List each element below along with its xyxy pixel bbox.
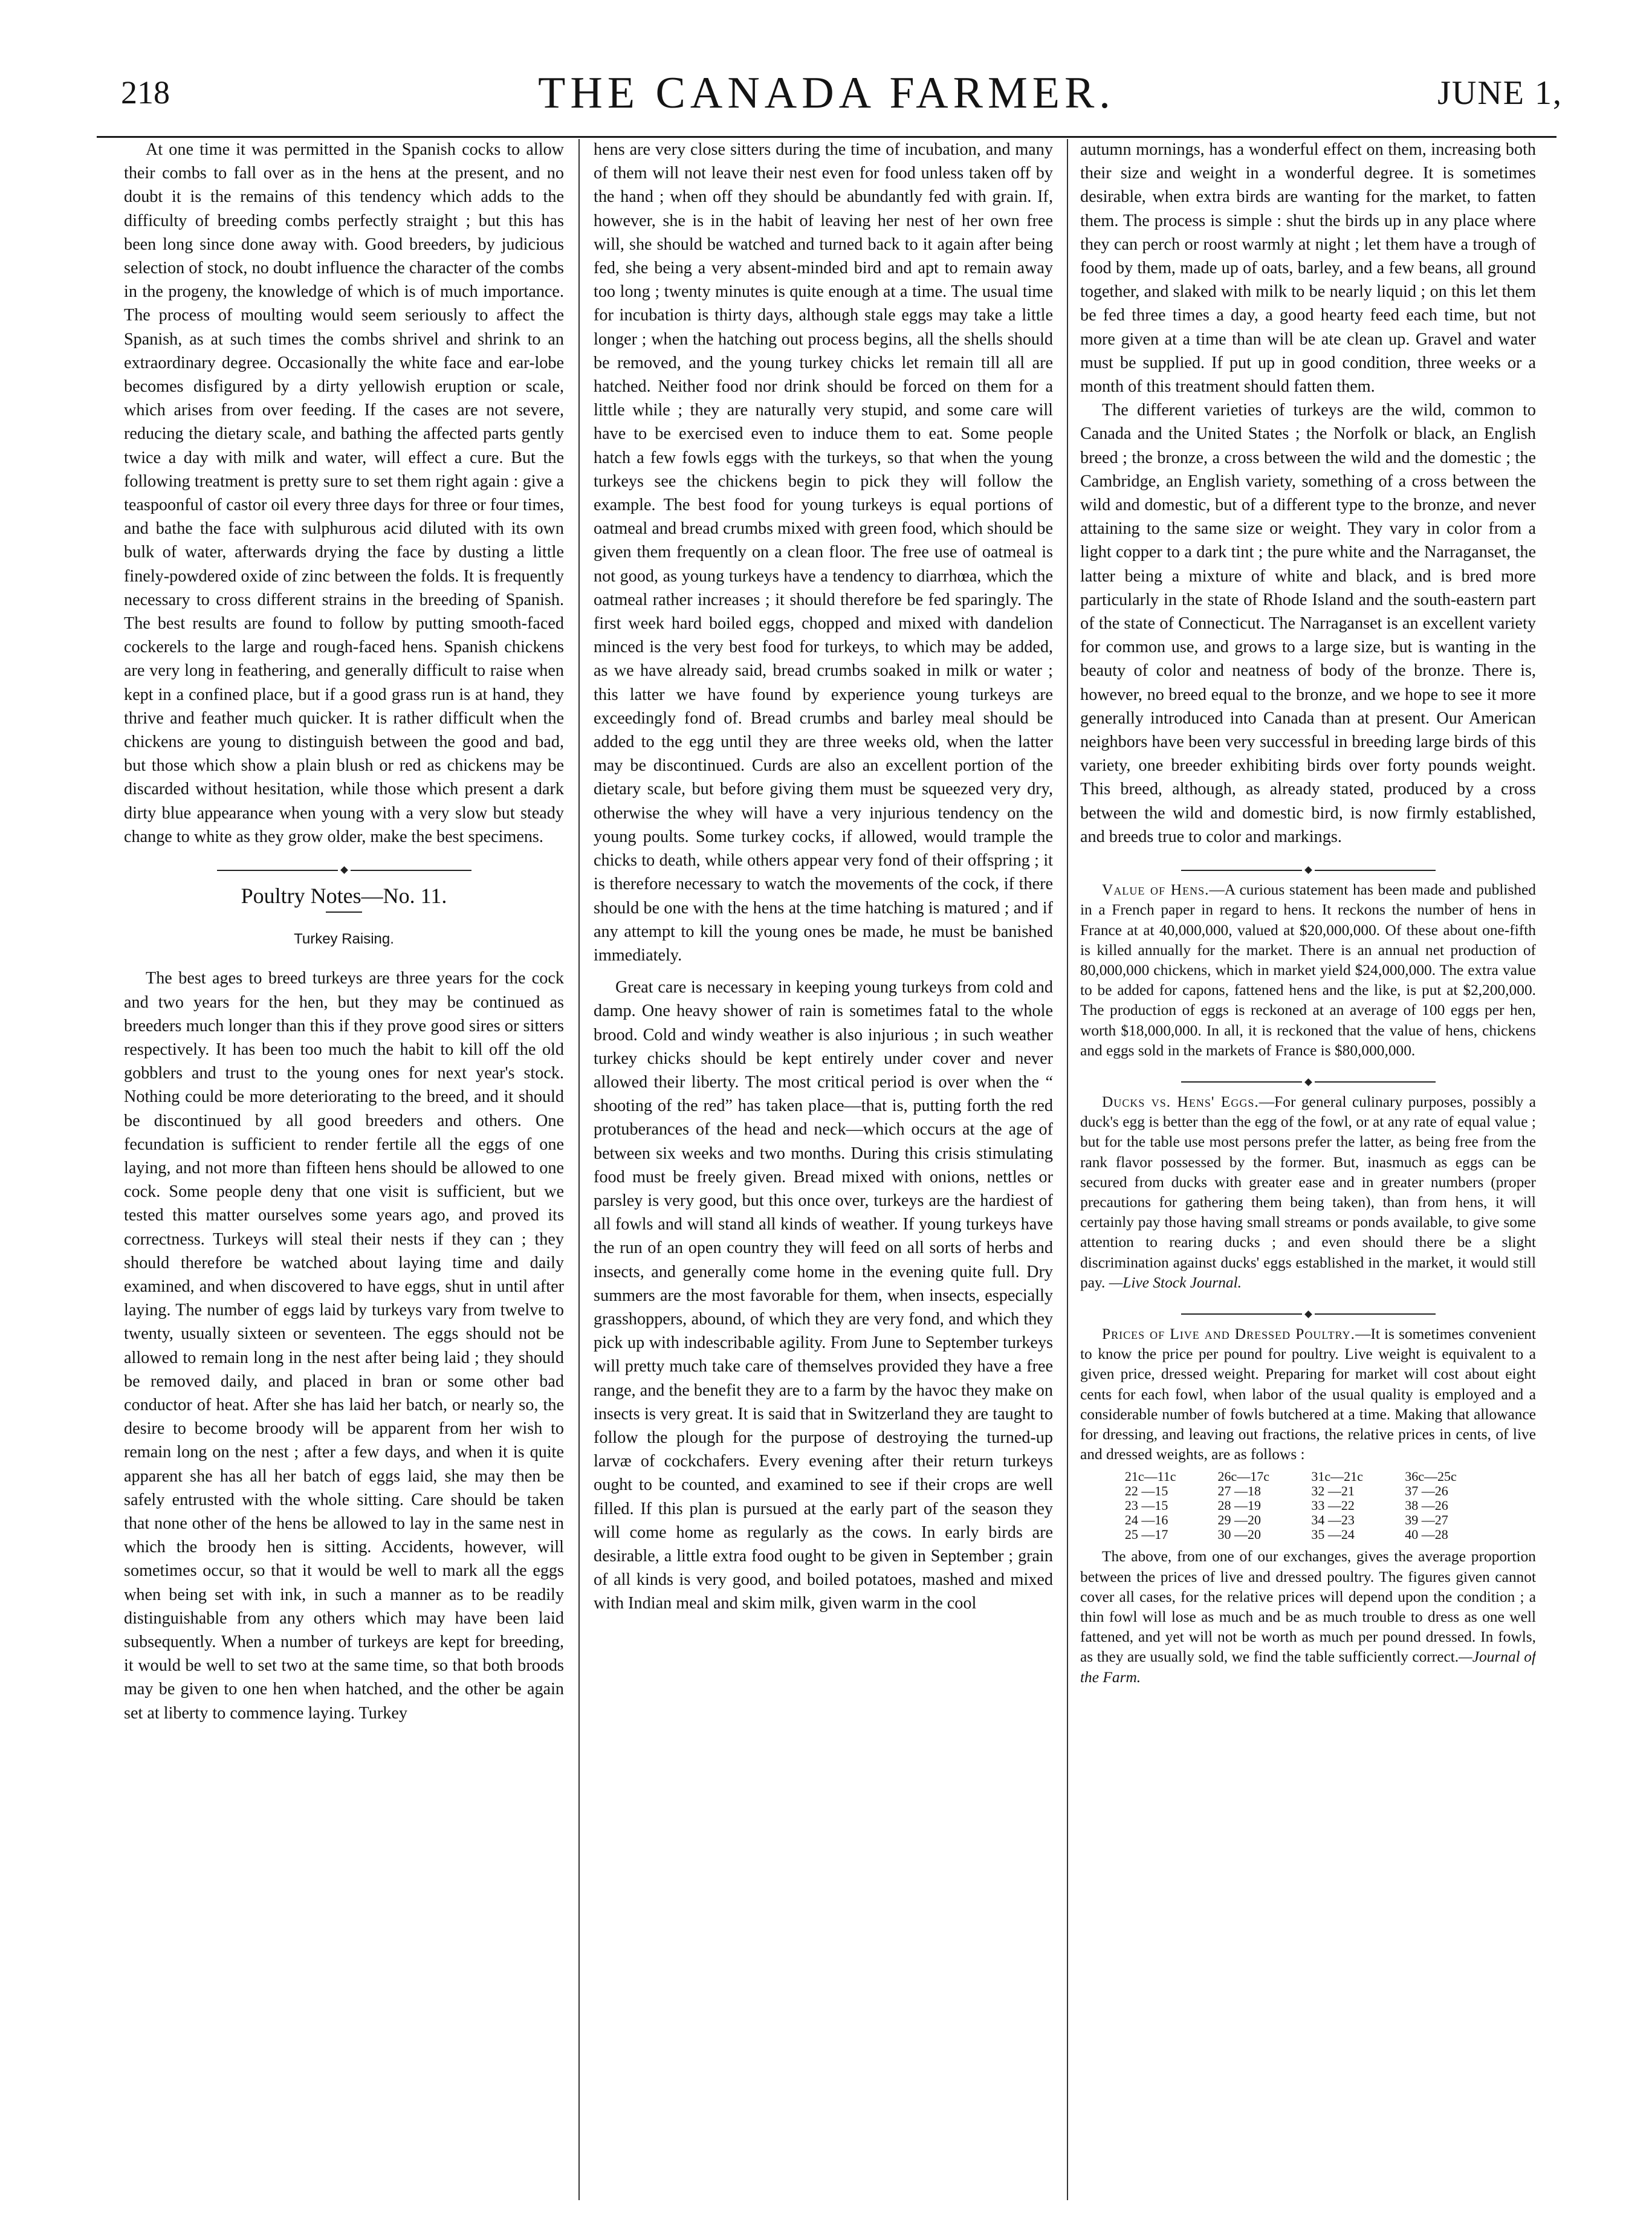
column-3 [1080,138,1536,1688]
column-2 [594,138,1053,1616]
table-cell: 35 —24 [1311,1527,1355,1543]
table-cell: 38 —26 [1405,1498,1448,1514]
table-cell: 26c—17c [1217,1469,1269,1484]
news-item-poultry-prices [1080,1324,1536,1465]
table-row [1121,1484,1495,1498]
item-text: The above, from one of our exchanges, gives the average proportion between the prices of live and dressed poultry. The figures given cannot cover all cases, for the relative prices will depend upon the condition ; a thin fowl will lose as much and be as much trouble to dress as one well fattened, and yet will not be worth as much per pound dressed. In fowls, as they are usually sold, we find the table sufficiently correct. [1080,1548,1536,1666]
table-cell: 21c—11c [1124,1469,1176,1484]
table-cell: 30 —20 [1217,1527,1261,1543]
page-header [91,60,1563,133]
table-row [1121,1498,1495,1513]
section-separator [1080,1301,1536,1312]
page-number: 218 [121,74,170,111]
table-cell: 36c—25c [1405,1469,1457,1484]
price-table [1121,1469,1495,1542]
issue-date: JUNE 1, [1437,74,1563,112]
article-paragraph: Great care is necessary in keeping young turkeys from cold and damp. One heavy shower of rain is sometimes fatal to the whole brood. Cold and windy weather is also injurious ; in such weather turkey chicks should be kept entirely under cover and never allowed their liberty. The most critical period is over when the “ shooting of the red” has taken place—that is, putting forth the red protuberances of the head and neck—which occurs at the age of between six weeks and two months. During this crisis stimulating food must be freely given. Bread mixed with onions, nettles or parsley is very good, but this once over, turkeys are the hardiest of all fowls and will stand all kinds of weather. If young turkeys have the run of an open country they will feed on all sorts of herbs and insects, and generally come home in the evening quite full. Dry summers are the most favorable for them, when insects, especially grasshoppers, abound, of which they are very fond, and which they pick up with indescribable agility. From June to September turkeys will pretty much take care of themselves provided they have a free range, and the benefit they are to a farm by the havoc they make on insects is very great. It is said that in Switzerland they are taught to follow the plough for the purpose of destroying the turned-up larvæ of cockchafers. Every evening after their return turkeys ought to be counted, and examined to see if their crops are well filled. If this plan is pursued at the early part of the season they will come home as regularly as the cows. In early birds are desirable, a little extra food ought to be given in September ; grain of all kinds is very good, and boiled potatoes, mashed and mixed with Indian meal and skim milk, given warm in the cool [594,978,1053,1613]
table-row [1121,1513,1495,1527]
table-cell: 22 —15 [1124,1483,1168,1499]
item-text: —A curious statement has been made and published in a French paper in regard to hens. It reckons the number of hens in France at at 40,000,000, valued at $20,000,000. Of these about one-fifth is killed annually for the market. There is an annual net production of 80,000,000 chickens, which in market yield $24,000,000. The extra value to be added for capons, fattened hens and the like, is put at $2,200,000. The production of eggs is reckoned at an average of 100 eggs per hen, worth $18,000,000. In all, it is reckoned that the value of hens, chickens and eggs sold in the markets of France is $80,000,000. [1080,881,1536,1059]
section-separator [1080,857,1536,868]
table-cell: 25 —17 [1124,1527,1168,1543]
item-title: Value of Hens. [1102,881,1210,899]
item-source: —Journal of the Farm. [1080,1648,1536,1686]
masthead-title: THE CANADA FARMER. [538,68,1115,118]
news-item-value-of-hens [1080,880,1536,1061]
section-separator [1080,1069,1536,1080]
news-item-ducks-eggs [1080,1092,1536,1293]
table-cell: 32 —21 [1311,1483,1355,1499]
item-title: Ducks vs. Hens' Eggs. [1102,1093,1259,1110]
table-cell: 33 —22 [1311,1498,1355,1514]
table-cell: 29 —20 [1217,1512,1261,1528]
table-cell: 23 —15 [1124,1498,1168,1514]
article-subheading: Turkey Raising. [294,931,394,948]
table-row [1121,1527,1495,1542]
article-paragraph: The best ages to breed turkeys are three years for the cock and two years for the hen, but they may be continued as breeders much longer than this if they prove good sires or sitters respectively. It has been too much the habit to kill off the old gobblers and trust to the young ones for next year's stock. Nothing could be more deteriorating to the breed, and it should be discontinued by all good breeders and others. One fecundation is sufficient to render fertile all the eggs of one laying, and not more than fifteen hens should be allowed to one cock. Some people deny that one visit is sufficient, but we tested this matter ourselves some years ago, and proved its correctness. Turkeys will steal their nests if they can ; they should therefore be watched about laying time and daily examined, and when discovered to have eggs, shut in until after laying. The number of eggs laid by turkeys vary from twelve to twenty, usually sixteen or seventeen. The eggs should not be allowed to remain long in the nest after being laid ; they should be removed daily, and placed in bran or some other bad conductor of heat. After she has laid her batch, or nearly so, the desire to become broody will be apparent from her wish to remain long on the nest ; after a few days, and when it is quite apparent she has all her batch of eggs laid, she may then be safely entrusted with the whole sitting. Care should be taken that none other of the hens be allowed to lay in the same nest in which the broody hen is sitting. Accidents, however, will sometimes occur, so that it would be well to mark all the eggs when being set with ink, in such a manner as to be readily distinguishable from any others which may have been laid subsequently. When a number of turkeys are kept for breeding, it would be well to set two at the same time, so that both broods may be given to one hen when hatched, and the other be again set at liberty to commence laying. Turkey [124,969,564,1723]
item-source: —Live Stock Journal. [1109,1274,1242,1291]
table-cell: 24 —16 [1124,1512,1168,1528]
table-cell: 28 —19 [1217,1498,1261,1514]
article-paragraph: The different varieties of turkeys are the wild, common to Canada and the United States ; the Norfolk or black, an English breed ; the bronze, a cross between the wild and the domestic ; the Cambridge, an English variety, something of a cross between the wild and domestic, but of a different type to the bronze, and never attaining to the same size or weight. They vary in color from a light copper to a dark tint ; the pure white and the Narraganset, the latter being a mixture of white and black, and is bred more particularly in the state of Rhode Island and the south-eastern part of the state of Connecticut. The Narraganset is an excellent variety for common use, and grows to a large size, but is wanting in the beauty of color and neatness of body of the bronze. There is, however, no breed equal to the bronze, and we hope to see it more generally introduced into Canada than at present. Our American neighbors have been very successful in breeding large birds of this variety, one breeder exhibiting birds over forty pounds weight. This breed, although, as already stated, produced by a cross between the wild and domestic bird, is now firmly established, and breeds true to color and markings. [1080,401,1536,846]
table-cell: 39 —27 [1405,1512,1448,1528]
table-cell: 31c—21c [1311,1469,1363,1484]
article-paragraph: autumn mornings, has a wonderful effect on them, increasing both their size and weight in a wonderful degree. It is sometimes desirable, when extra birds are wanting for the market, to fatten them. The process is simple : shut the birds up in any place where they can perch or roost warmly at night ; let them have a trough of food by them, made up of oats, barley, and a few beans, all ground together, and slaked with milk to be nearly liquid ; on this let them be fed three times a day, a good hearty feed each time, but not more given at a time than will be ate clean up. Gravel and water must be supplied. If put up in good condition, three weeks or a month of this treatment should fatten them. [1080,140,1536,397]
column-1 [124,138,564,1725]
table-cell: 40 —28 [1405,1527,1448,1543]
item-text: —For general culinary purposes, possibly a duck's egg is better than the egg of the fowl, or at any rate of equal value ; but for the table use most persons prefer the latter, as being free from the rank flavor possessed by the former. But, inasmuch as eggs can be secured from ducks with greater ease and in greater numbers (proper precautions for gathering them being taken), than from hens, it will certainly pay those having small streams or ponds available, to give some attention to rearing ducks ; and even should there be a slight discrimination against ducks' eggs established in the market, it would still pay. [1080,1093,1536,1291]
item-text: —It is sometimes convenient to know the price per pound for poultry. Live weight is equivalent to a given price, dressed weight. Preparing for market will cost about eight cents for each fowl, when labor of the usual quality is employed and a considerable number of fowls butchered at a time. Making that allowance for dressing, and leaving out fractions, the relative prices in cents, of live and dressed weights, are as follows : [1080,1325,1536,1463]
article-paragraph [1080,1547,1536,1687]
column-divider [578,139,580,2200]
article-paragraph: hens are very close sitters during the time of incubation, and many of them will not leave their nest even for food unless taken off by the hand ; when off they should be abundantly fed with grain. If, however, she is in the habit of leaving her nest of her own free will, she should be watched and turned back to it again after being fed, she being a very absent-minded bird and apt to remain away too long ; twenty minutes is quite enough at a time. The usual time for incubation is thirty days, although stale eggs may take a little longer ; when the hatching out process begins, all the shells should be removed, and the young turkey chicks let remain till all are hatched. Neither food nor drink should be forced on them for a little while ; they are naturally very stupid, and some care will have to be exercised even to induce them to eat. Some people hatch a few fowls eggs with the turkeys, so that when the young turkeys see the chickens begin to pick they will follow the example. The best food for young turkeys is equal portions of oatmeal and bread crumbs mixed with green food, which should be given them frequently on a clean floor. The free use of oatmeal is not good, as young turkeys have a tendency to diarrhœa, which the oatmeal rather increases ; it should therefore be fed sparingly. The first week hard boiled eggs, chopped and mixed with dandelion minced is the very best food for turkeys, to which may be added, as we have already said, bread crumbs soaked in milk or water ; this latter we have found by experience young turkeys are exceedingly fond of. Bread crumbs and barley meal should be added to the egg until they are three weeks old, when the latter may be discontinued. Curds are also an excellent portion of the dietary scale, but before giving them must be squeezed very dry, otherwise the whey will have a very injurious tendency on the young poults. Some turkey cocks, if allowed, would trample the chicks to death, while others appear very fond of their offspring ; it is therefore necessary to watch the movements of the cock, if there should be one with the hens at the time hatching is matured ; and if any attempt to kill the young ones be made, he must be banished immediately. [594,140,1053,965]
table-cell: 27 —18 [1217,1483,1261,1499]
heading-rule [326,911,362,913]
table-row [1121,1469,1495,1484]
table-cell: 34 —23 [1311,1512,1355,1528]
item-title: Prices of Live and Dressed Poultry. [1102,1325,1356,1342]
column-divider [1067,139,1068,2200]
article-paragraph: At one time it was permitted in the Spanish cocks to allow their combs to fall over as in the hens at the present, and no doubt it is the remains of this tendency which adds to the difficulty of breeding combs perfectly straight ; but this has been long since done away with. Good breeders, by judicious selection of stock, no doubt influence the character of the combs in the progeny, the knowledge of which is of much importance. The process of moulting would seem seriously to affect the Spanish, as at such times the combs shrivel and shrink to an extraordinary degree. Occasionally the white face and ear-lobe becomes disfigured by a dirty yellowish eruption or scale, which arises from over feeding. If the cases are not severe, reducing the dietary scale, and bathing the affected parts gently twice a day with milk and water, will effect a cure. But the following treatment is pretty sure to set them right again : give a teaspoonful of castor oil every three days for three or four times, and bathe the face with sulphurous acid diluted with its own bulk of water, afterwards drying the face by dusting a little finely-powdered oxide of zinc between the folds. It is frequently necessary to cross different strains in the breeding of Spanish. The best results are found to follow by putting smooth-faced cockerels to the large and rough-faced hens. Spanish chickens are very long in feathering, and generally difficult to raise when kept in a confined place, but if a good grass run is at hand, they thrive and feather much quicker. It is rather difficult when the chickens are young to distinguish between the good and bad, but those which show a plain blush or red as chickens may be discarded without hesitation, while those which present a dark dirty blue appearance when young with a very slow but steady change to white as they grow older, make the best specimens. [124,140,564,846]
table-cell: 37 —26 [1405,1483,1448,1499]
section-separator [124,857,564,868]
article-heading: Poultry Notes—No. 11. [241,884,447,908]
